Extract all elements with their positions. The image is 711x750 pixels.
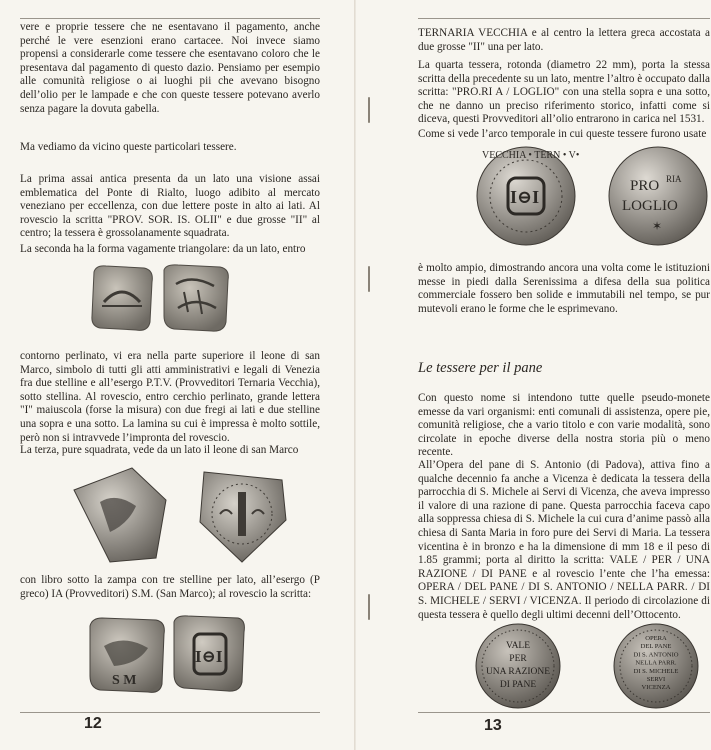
top-rule — [20, 18, 320, 19]
bread-obverse-text: VALE PER UNA RAZIONE DI PANE — [485, 641, 551, 690]
paragraph: con libro sotto la zampa con tre stelline per lato, all’esergo (P greco) IA (Provveditori) S.M. (San Marco); al rovescio la scritta: — [20, 574, 320, 600]
bottom-rule — [20, 712, 320, 713]
bread-reverse-text: OPERA DEL PANE DI S. ANTONIO NELLA PARR. DI S. MICHELE SERVI VICENZA — [633, 635, 679, 692]
paragraph: La quarta tessera, rotonda (diametro 22 mm), porta la stessa scritta della precedente su un lato, mentre l’altro è occupato dalla scritta: "PRO.RI A / LOGLIO" con una stella sopra e una sotto, che ne danno un preciso riferimento storico, infatti come si diceva, questi Provveditori all’olio entrarono in carica nel 1531. — [418, 59, 710, 126]
left-page — [0, 0, 355, 750]
top-rule — [418, 18, 710, 19]
coin-center-mark: I⊖I — [195, 647, 223, 666]
coin-illustration-rialto — [88, 262, 234, 338]
paragraph: La prima assai antica presenta da un lato una visione assai emblematica del Ponte di Rialto, luogo adibito al mercato veneziano per eccellenza, con due lettere poste in alto ai lati. Al rovescio la scritta "PROV. SOR. IS. OLII" e due grosse "II" al centro; la tessera è grossolanamente squadrata. — [20, 173, 320, 240]
paragraph: è molto ampio, dimostrando ancora una volta come le istituzioni messe in piedi dalla Serenissima a difesa della sua politica commerciale fossero ben solide e immutabili nel tempo, se pur mutevoli erano le forme che le esprimevano. — [418, 262, 710, 315]
coin-illustration-triangular — [70, 462, 300, 568]
paragraph: La seconda ha la forma vagamente triangolare: da un lato, entro — [20, 243, 306, 255]
page-number: 12 — [84, 715, 102, 732]
paragraph: All’Opera del pane di S. Antonio (di Padova), attiva fino a qualche decennio fa anche a Vicenza è dedicata la tessera della parrocchia di S. Michele ai Servi di Vicenza, che aveva impresso il valore di una razione di pane. Questa parrocchia faceva capo alla soppressa chiesa di S. Michele la cui cura d’anime passò alla chiesa di Santa Maria in foro pure dei Servi di Maria. La tessera vicentina è in bronzo e ha la dimensione di mm 18 e il peso di 1.85 grammi; porta al diritto la scritta: VALE / PER / UNA RAZIONE / DI PANE e al rovescio l’ente che l’ha emessa: OPERA / DEL PANE / DI S. ANTONIO / NELLA PARR. / DI S. MICHELE / SERVI / VICENZA. Il periodo di circolazione di questa tessera è quello degli ultimi decenni dell’Ottocento. — [418, 459, 710, 621]
coin-reverse-line1: PRO — [630, 178, 660, 194]
section-heading: Le tessere per il pane — [418, 360, 543, 376]
paragraph: contorno perlinato, vi era nella parte superiore il leone di san Marco, simbolo di tutti gli atti amministrativi e legali di Venezia fra due stelline e all’esergo P.T.V. (Provveditori Ternaria Vecchia), sotto stellina. Al rovescio, entro cerchio perlinato, grande lettera "I" maiuscola (forse la misura) con due fregi ai lati e due stelline una sopra e una sotto. La lamina su cui è impressa è molto sottile, però non si intravvede l’impronta del rovescio. — [20, 350, 320, 444]
coin-illustration-round — [474, 144, 710, 248]
coin-illustration-bread — [472, 620, 704, 710]
coin-reverse-line2: LOGLIO — [622, 198, 678, 214]
right-page — [356, 0, 711, 750]
paragraph: Con questo nome si intendono tutte quelle pseudo-monete emesse da vari organismi: enti comunali di assistenza, opere pie, comunità religiose, che a vario titolo e con varie modalità, sono circolate in epoche diverse della nostra storia più o meno recente. — [418, 392, 710, 459]
coin-ring-text: VECCHIA • TERN • V• — [482, 150, 580, 161]
staple — [368, 594, 370, 620]
coin-reverse-sup: RIA — [666, 174, 682, 184]
page-number: 13 — [484, 717, 502, 734]
coin-illustration-square — [88, 612, 248, 698]
bottom-rule — [418, 712, 710, 713]
staple — [368, 97, 370, 123]
paragraph: La terza, pure squadrata, vede da un lato il leone di san Marco — [20, 444, 299, 456]
star-icon: ✶ — [652, 219, 663, 233]
staple — [368, 266, 370, 292]
coin-center-mark: I⊖I — [510, 187, 540, 207]
paragraph: TERNARIA VECCHIA e al centro la lettera greca accostata a due grosse "II" una per lato. — [418, 27, 710, 53]
paragraph: vere e proprie tessere che ne esentavano il pagamento, anche perché le vere esenzioni erano cartacee. Noi invece siamo propensi a considerarle come tessere che esentavano coloro che le presentava dal pagamento di questo dazio. Pensiamo per esempio alle comunità religiose o ai luoghi pii che avevano bisogno dell’olio per le lampade e che con queste tessere potevano averlo senza pagare la dovuta gabella. — [20, 21, 320, 115]
coin-letters: S M — [112, 673, 137, 688]
paragraph: Come si vede l’arco temporale in cui queste tessere furono usate — [418, 128, 707, 140]
paragraph: Ma vediamo da vicino queste particolari tessere. — [20, 141, 237, 153]
